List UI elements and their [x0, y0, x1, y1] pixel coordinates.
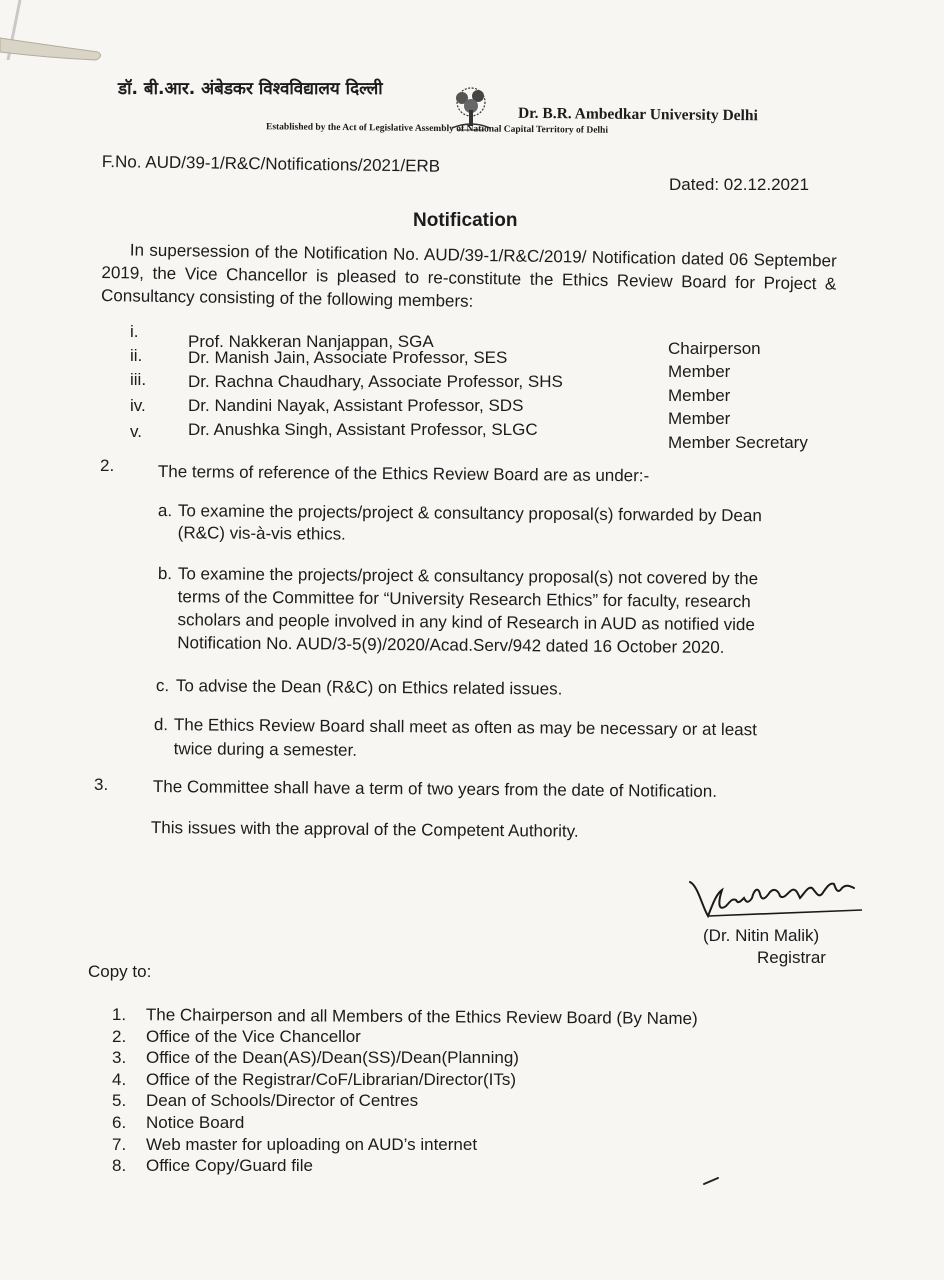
copy-to-item	[112, 1069, 698, 1091]
member-role: Member	[668, 362, 731, 381]
copy-to-text: Web master for uploading on AUD’s internet	[146, 1134, 478, 1154]
sub-item-c	[155, 675, 836, 699]
sub-item-line: To advise the Dean (R&C) on Ethics related issues.	[175, 676, 563, 699]
member-role: Member	[668, 386, 731, 405]
copy-to-text: Office of the Registrar/CoF/Librarian/Director(ITs)	[146, 1069, 517, 1089]
member-number: iv.	[130, 396, 146, 415]
university-name-english: Dr. B.R. Ambedkar University Delhi	[517, 104, 758, 125]
member-number: v.	[130, 422, 142, 441]
copy-to-text: Office of the Dean(AS)/Dean(SS)/Dean(Planning)	[146, 1048, 519, 1068]
sub-item-letter: b.	[157, 563, 173, 584]
sub-item-a	[157, 500, 838, 544]
sub-item-line: twice during a semester.	[173, 739, 358, 760]
copy-to-item	[112, 1026, 698, 1048]
sub-item-d	[153, 713, 834, 760]
copy-to-label: Copy to:	[88, 962, 152, 981]
copy-to-text: The Chairperson and all Members of the Ethics Review Board (By Name)	[145, 1005, 698, 1029]
sub-item-line: (R&C) vis-à-vis ethics.	[177, 523, 346, 544]
sub-item-letter: c.	[155, 675, 170, 696]
pen-tick-mark	[700, 1174, 724, 1188]
university-name-hindi: डॉ. बी.आर. अंबेडकर विश्वविद्यालय दिल्ली	[118, 79, 383, 99]
item-number: 3.	[94, 775, 109, 794]
copy-to-text: Notice Board	[146, 1112, 245, 1132]
handwritten-signature	[688, 876, 864, 928]
copy-to-number: 1.	[111, 1005, 127, 1025]
sub-item-letter: d.	[153, 714, 169, 735]
copy-to-number: 3.	[112, 1048, 127, 1068]
file-number: F.No. AUD/39-1/R&C/Notifications/2021/ERB	[101, 152, 441, 176]
pen-mark-decoration	[0, 0, 110, 90]
intro-paragraph	[101, 238, 837, 319]
copy-to-number: 6.	[112, 1112, 127, 1132]
sub-item-line: To examine the projects/project & consultancy proposal(s) forwarded by Dean	[177, 501, 762, 526]
copy-to-number: 4.	[112, 1069, 127, 1089]
sub-item-b	[157, 562, 838, 657]
copy-to-item	[112, 1134, 698, 1156]
copy-to-number: 7.	[112, 1134, 127, 1154]
copy-to-item	[112, 1112, 698, 1134]
copy-to-list	[112, 1004, 698, 1177]
item2-text: The terms of reference of the Ethics Review Board are as under:-	[157, 461, 650, 486]
sub-item-line: scholars and people involved in any kind of Research in AUD as notified vide	[177, 610, 755, 635]
member-name: Dr. Manish Jain, Associate Professor, SES	[188, 348, 508, 367]
signatory-designation: Registrar	[757, 948, 826, 967]
member-number: i.	[130, 322, 139, 341]
page-title: Notification	[413, 210, 518, 231]
copy-to-item	[112, 1155, 698, 1177]
item3-text: The Committee shall have a term of two years from the date of Notification.	[152, 776, 718, 801]
member-role: Chairperson	[668, 339, 761, 358]
member-number: iii.	[130, 370, 147, 389]
copy-to-number: 8.	[112, 1156, 127, 1176]
member-name: Prof. Nakkeran Nanjappan, SGA	[188, 332, 434, 351]
sub-item-letter: a.	[157, 500, 173, 521]
date-line: Dated: 02.12.2021	[669, 175, 809, 194]
copy-to-text: Office Copy/Guard file	[146, 1156, 313, 1176]
copy-to-text: Office of the Vice Chancellor	[146, 1026, 361, 1046]
approval-text: This issues with the approval of the Competent Authority.	[150, 817, 579, 841]
member-number: ii.	[130, 346, 143, 365]
established-line: Established by the Act of Legislative Assembly of National Capital Territory of Delhi	[265, 122, 609, 136]
member-role: Member Secretary	[668, 433, 808, 452]
copy-to-number: 5.	[112, 1091, 127, 1111]
sub-item-line: terms of the Committee for “University Research Ethics” for faculty, research	[177, 587, 751, 612]
sub-item-line: To examine the projects/project & consultancy proposal(s) not covered by the	[177, 564, 759, 589]
sub-item-line: The Ethics Review Board shall meet as often as may be necessary or at least	[173, 715, 757, 740]
copy-to-text: Dean of Schools/Director of Centres	[146, 1091, 419, 1111]
member-name: Dr. Rachna Chaudhary, Associate Professor, SHS	[188, 372, 563, 391]
member-name: Dr. Nandini Nayak, Assistant Professor, SDS	[188, 396, 524, 415]
signatory-name: (Dr. Nitin Malik)	[703, 926, 820, 945]
member-role: Member	[668, 409, 731, 428]
intro-text: In supersession of the Notification No. AUD/39-1/R&C/2019/ Notification dated 06 September 2019, the Vice Chancellor is pleased to re-constitute the Ethics Review Board for Project & Consultancy consisting of the following members:	[100, 240, 837, 311]
item-number: 2.	[100, 456, 115, 475]
copy-to-item	[112, 1090, 698, 1112]
sub-item-line: Notification No. AUD/3-5(9)/2020/Acad.Serv/942 dated 16 October 2020.	[177, 633, 725, 657]
member-name: Dr. Anushka Singh, Assistant Professor, SLGC	[188, 420, 538, 439]
copy-to-item	[112, 1047, 698, 1069]
copy-to-number: 2.	[112, 1026, 127, 1046]
